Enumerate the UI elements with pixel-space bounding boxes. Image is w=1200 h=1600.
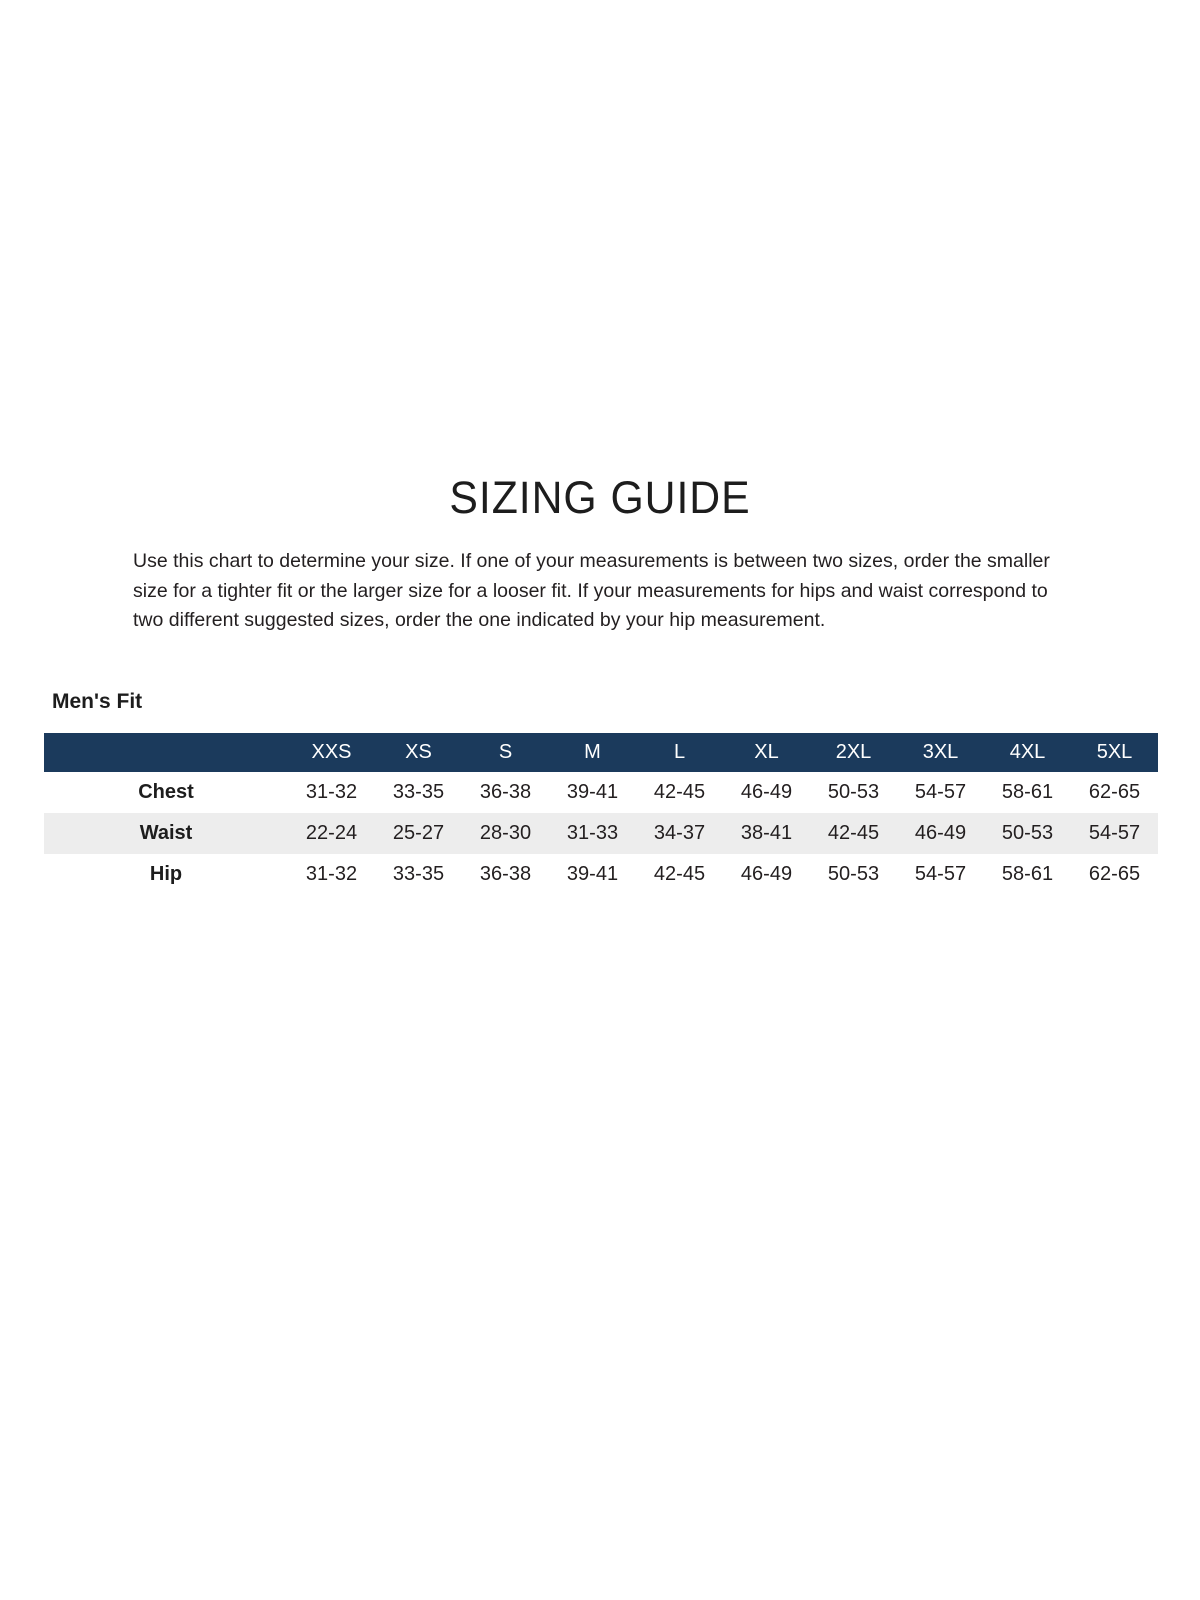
- size-range-cell: 46-49: [740, 781, 793, 803]
- size-range-cell: 58-61: [1001, 781, 1054, 803]
- section-label-mens-fit: Men's Fit: [52, 690, 143, 713]
- size-range-cell: 50-53: [984, 813, 1071, 854]
- row-label: Waist: [44, 813, 288, 854]
- size-range-cell: 42-45: [653, 863, 706, 885]
- page-title: SIZING GUIDE: [449, 472, 751, 523]
- size-range-cell: 54-57: [1071, 813, 1158, 854]
- intro-line: Use this chart to determine your size. If one of your measurements is between two sizes, order the smaller: [133, 550, 1050, 572]
- intro-paragraph: [133, 547, 1050, 636]
- table-row-hip: [44, 854, 1158, 895]
- size-range-cell: 31-32: [305, 781, 358, 803]
- size-range-cell: 39-41: [566, 863, 619, 885]
- intro-line: size for a tighter fit or the larger size for a looser fit. If your measurements for hips and waist correspond to: [133, 579, 1048, 602]
- size-range-cell: 33-35: [392, 863, 445, 885]
- row-label: Hip: [149, 863, 183, 885]
- row-label: Chest: [138, 781, 194, 803]
- size-range-cell: 50-53: [827, 781, 880, 803]
- size-range-cell: 34-37: [636, 813, 723, 854]
- size-range-cell: 62-65: [1088, 863, 1141, 885]
- size-column-header: L: [636, 733, 723, 772]
- size-column-header: 3XL: [897, 733, 984, 772]
- size-column-header: M: [549, 733, 636, 772]
- size-range-cell: 33-35: [392, 781, 445, 803]
- size-range-cell: 46-49: [897, 813, 984, 854]
- table-row-chest: [44, 772, 1158, 813]
- size-range-cell: 58-61: [1001, 863, 1054, 885]
- size-column-header: XL: [723, 733, 810, 772]
- size-range-cell: 36-38: [479, 781, 532, 803]
- size-range-cell: 36-38: [479, 863, 532, 885]
- sizing-table: [44, 733, 1158, 895]
- table-row-waist: [44, 813, 1158, 854]
- size-column-header-blank: [44, 733, 288, 772]
- size-range-cell: 39-41: [566, 781, 619, 803]
- size-range-cell: 42-45: [653, 781, 706, 803]
- size-range-cell: 54-57: [914, 781, 967, 803]
- table-header-row: [44, 733, 1158, 772]
- size-range-cell: 46-49: [740, 863, 793, 885]
- intro-line: two different suggested sizes, order the one indicated by your hip measurement.: [133, 609, 826, 631]
- size-range-cell: 62-65: [1088, 781, 1141, 803]
- size-range-cell: 28-30: [462, 813, 549, 854]
- size-column-header: 4XL: [984, 733, 1071, 772]
- size-range-cell: 31-32: [305, 863, 358, 885]
- size-column-header: S: [462, 733, 549, 772]
- size-range-cell: 25-27: [375, 813, 462, 854]
- size-range-cell: 42-45: [810, 813, 897, 854]
- size-range-cell: 54-57: [914, 863, 967, 885]
- size-column-header: XS: [375, 733, 462, 772]
- size-range-cell: 38-41: [723, 813, 810, 854]
- size-column-header: 2XL: [810, 733, 897, 772]
- size-range-cell: 50-53: [827, 863, 880, 885]
- size-column-header: XXS: [288, 733, 375, 772]
- size-column-header: 5XL: [1071, 733, 1158, 772]
- size-range-cell: 31-33: [549, 813, 636, 854]
- size-range-cell: 22-24: [288, 813, 375, 854]
